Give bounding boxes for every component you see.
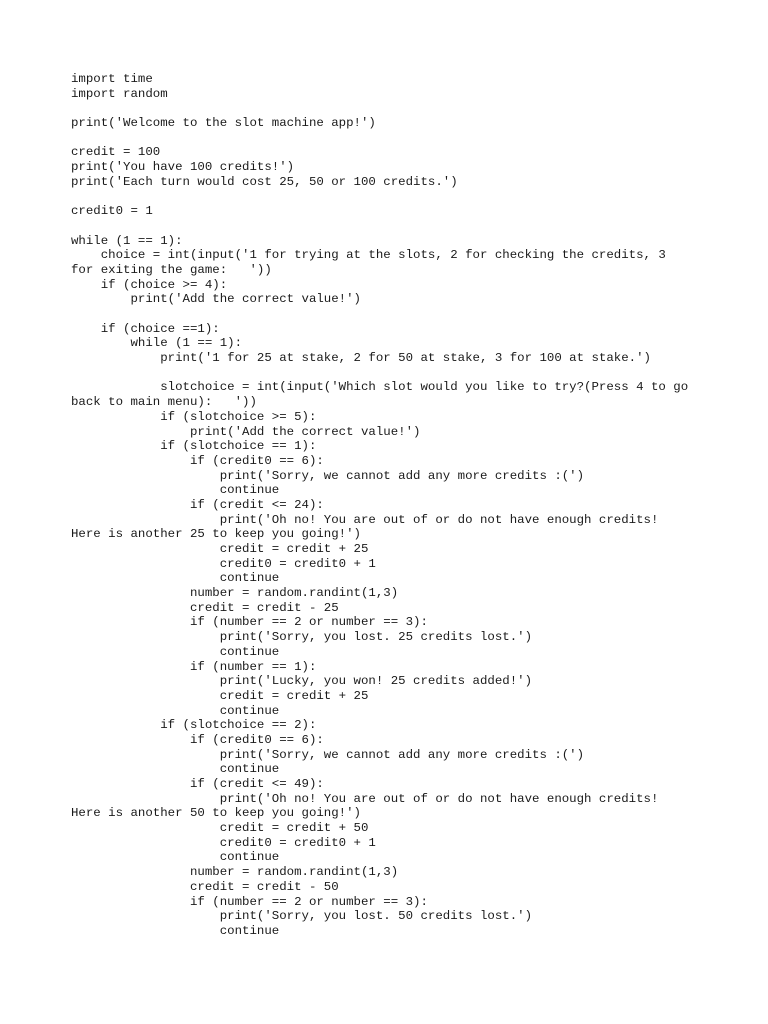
code-line: if (number == 1): [71,659,317,674]
code-line: print('Sorry, we cannot add any more credits :(') [71,747,585,762]
code-line: if (choice >= 4): [71,277,228,292]
code-line [71,307,731,322]
code-line: print('Sorry, you lost. 25 credits lost.') [71,630,533,645]
code-line [71,101,731,116]
code-line: credit = credit - 50 [71,879,339,894]
code-line: credit = credit + 25 [71,688,369,703]
code-line [71,190,731,205]
code-line: if (slotchoice >= 5): [71,409,317,424]
code-line: print('1 for 25 at stake, 2 for 50 at stake, 3 for 100 at stake.') [71,351,651,366]
code-line: if (slotchoice == 2): [71,718,317,733]
code-line: continue [71,850,280,865]
code-line: choice = int(input('1 for trying at the slots, 2 for checking the credits, 3 [71,248,666,263]
code-line: if (credit0 == 6): [71,453,324,468]
code-line: print('Lucky, you won! 25 credits added!') [71,674,533,689]
code-line [71,219,731,234]
code-line: print('Oh no! You are out of or do not have enough credits! [71,512,659,527]
code-line: credit0 = credit0 + 1 [71,556,376,571]
code-line: credit = 100 [71,145,161,160]
code-line: print('Sorry, we cannot add any more credits :(') [71,468,585,483]
code-line: while (1 == 1): [71,233,183,248]
code-line: print('Welcome to the slot machine app!') [71,116,376,131]
code-line: Here is another 50 to keep you going!') [71,806,361,821]
code-line: slotchoice = int(input('Which slot would you like to try?(Press 4 to go [71,380,689,395]
code-line: credit0 = 1 [71,204,153,219]
code-line: number = random.randint(1,3) [71,586,399,601]
code-line: if (credit <= 24): [71,497,324,512]
code-line: print('Add the correct value!') [71,292,361,307]
code-line: Here is another 25 to keep you going!') [71,527,361,542]
code-line: if (slotchoice == 1): [71,439,317,454]
code-line: print('Add the correct value!') [71,424,421,439]
code-line: continue [71,483,280,498]
code-line: continue [71,703,280,718]
code-line: number = random.randint(1,3) [71,865,399,880]
code-line: if (credit0 == 6): [71,732,324,747]
code-line: continue [71,762,280,777]
code-line: print('Sorry, you lost. 50 credits lost.') [71,909,533,924]
code-line: continue [71,571,280,586]
code-line [71,131,731,146]
code-line: credit0 = credit0 + 1 [71,835,376,850]
code-line: continue [71,644,280,659]
code-line: print('Oh no! You are out of or do not have enough credits! [71,791,659,806]
code-line: print('Each turn would cost 25, 50 or 100 credits.') [71,174,458,189]
code-line: credit = credit + 50 [71,821,369,836]
code-line [71,366,731,381]
code-line: if (number == 2 or number == 3): [71,894,428,909]
code-line: if (choice ==1): [71,321,220,336]
code-line: while (1 == 1): [71,336,243,351]
code-line: if (number == 2 or number == 3): [71,615,428,630]
code-line: for exiting the game: ')) [71,262,272,277]
code-line: credit = credit + 25 [71,542,369,556]
code-line: import random [71,86,168,101]
code-line: back to main menu): ')) [71,395,257,410]
code-line: if (credit <= 49): [71,777,324,791]
code-line: print('You have 100 credits!') [71,160,295,175]
code-listing [71,72,731,939]
code-line: import time [71,72,153,86]
code-line: credit = credit - 25 [71,600,339,615]
code-line: continue [71,923,280,938]
